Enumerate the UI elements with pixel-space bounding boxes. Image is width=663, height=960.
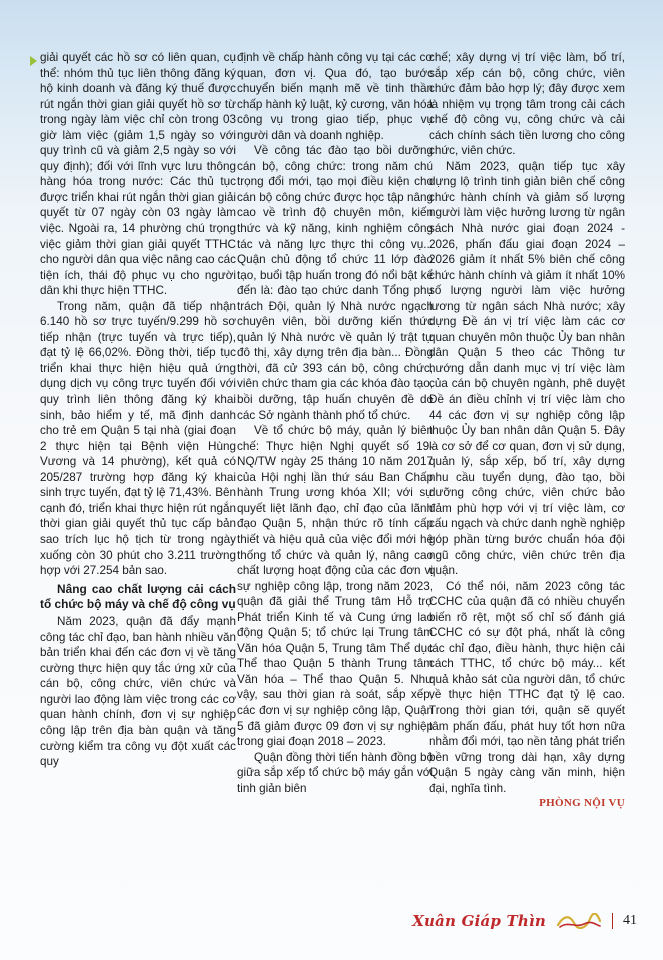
paragraph: Về tổ chức bộ máy, quản lý biên chế: Thực hiện Nghị quyết số 19-NQ/TW ngày 25 tháng 10 năm 2017 của Hội nghị lần thứ sáu Ban Chấp hành Trung ương khóa XII; với sự quyết liệt lãnh đạo, chỉ đạo của lãnh đạo Quận 5, nhận thức rõ tính cấp thiết và hiệu quả của việc đổi mới hệ thống tổ chức và quản lý, nâng cao chất lượng hoạt động của các đơn vị sự nghiệp công lập, trong năm 2023, quận đã giải thể Trung tâm Hỗ trợ Phát triển Kinh tế và Cung ứng lao động Quận 5; tổ chức lại Trung tâm Văn hóa Quận 5, Trung tâm Thể dục Thể thao Quận 5 thành Trung tâm Văn hóa – Thể thao Quận 5. Như vậy, sau thời gian rà soát, sắp xếp, các đơn vị sự nghiệp công lập, Quận 5 đã giảm được 09 đơn vị sự nghiệp trong giai đoạn 2018 – 2023. bbox=[237, 424, 433, 749]
paragraph: Năm 2023, quận đã đẩy mạnh công tác chỉ đạo, ban hành nhiều văn bản triển khai đến các đơn vị về tăng cường thực hiện quy tắc ứng xử của cán bộ, công chức, viên chức và người lao động làm việc trong các cơ quan hành chính, đơn vị sự nghiệp công lập trên địa bàn quận và tăng cường kiểm tra công vụ đột xuất các quy bbox=[40, 615, 236, 769]
paragraph: giải quyết các hồ sơ có liên quan, cụ thể: nhóm thủ tục liên thông đăng ký hộ kinh doanh và đăng ký thuế được rút ngắn thời gian giải quyết hồ sơ từ trong ngày làm việc chỉ còn trong 03 giờ làm việc (giảm 1,5 ngày so với quy trình cũ và giảm 2,5 ngày so với quy định); đối với lĩnh vực lưu thông hàng hóa trong nước: Các thủ tục được triển khai rút ngắn thời gian giải quyết từ 07 ngày còn 03 ngày làm việc. Ngoài ra, 14 phường chú trọng việc giảm thời gian giải quyết TTHC cho người dân qua việc nâng cao các tiện ích, thái độ phục vụ cho người dân khi thực hiện TTHC. bbox=[40, 51, 236, 298]
year-ornament-icon bbox=[556, 913, 602, 929]
page-number: 41 bbox=[623, 913, 637, 928]
footer-separator bbox=[612, 913, 613, 929]
paragraph: Trong năm, quận đã tiếp nhận 6.140 hồ sơ trực tuyến/9.299 hồ sơ tiếp nhận (trực tuyến và trực tiếp), đạt tỷ lệ 66,02%. Đồng thời, tiếp tục triển khai thực hiện hiệu quả ứng dụng dịch vụ công trực tuyến đối với quy trình liên thông đăng ký khai sinh, bảo hiểm y tế, mã định danh cho trẻ em Quận 5 tại nhà (giai đoạn 2 thực hiện tại Bệnh viện Hùng Vương và 14 phường), kết quả có 205/287 trường hợp đăng ký khai sinh trực tuyến, đạt tỷ lệ 71,43%. Bên cạnh đó, triển khai thực hiện rút ngắn thời gian giải quyết thủ tục cấp bản sao trích lục hộ tịch từ trong ngày xuống còn 30 phút cho 3.211 trường hợp với 27.254 bản sao. bbox=[40, 299, 236, 578]
paragraph: định về chấp hành công vụ tại các cơ quan, đơn vị. Qua đó, tạo bước chuyển biến mạnh mẽ về tinh thần chấp hành kỷ luật, kỷ cương, văn hóa công vụ trong giao tiếp, phục vụ người dân và doanh nghiệp. bbox=[237, 51, 433, 142]
paragraph: Quận đồng thời tiến hành đồng bộ giữa sắp xếp tổ chức bộ máy gắn với tinh giản biên bbox=[237, 750, 433, 795]
text-column-1 bbox=[40, 50, 236, 770]
paragraph: Năm 2023, quận tiếp tục xây dựng lộ trình tinh giản biên chế công chức hành chính và giảm số lượng người làm việc hưởng lương từ ngân sách Nhà nước giai đoạn 2024 - 2026, phấn đấu giai đoạn 2024 – 2026 giảm ít nhất 5% biên chế công chức hành chính và giảm ít nhất 10% số lượng người làm việc hưởng lương từ ngân sách Nhà nước; xây dựng Đề án vị trí việc làm các cơ quan chuyên môn thuộc Ủy ban nhân dân Quận 5 theo các Thông tư hướng dẫn danh mục vị trí việc làm của cán bộ chuyên ngành, phê duyệt Đề án điều chỉnh vị trí việc làm cho 44 các đơn vị sự nghiệp công lập thuộc Ủy ban nhân dân Quận 5. Đây là cơ sở để cơ quan, đơn vị sử dụng, quản lý, sắp xếp, bố trí, xây dựng nhu cầu tuyển dụng, đào tạo, bồi dưỡng công chức, viên chức bảo đảm phù hợp với vị trí việc làm, cơ cấu ngạch và chức danh nghề nghiệp góp phần từng bước chuẩn hóa đội ngũ công chức, viên chức trên địa quận. bbox=[429, 159, 625, 578]
text-column-3 bbox=[429, 50, 625, 812]
footer-brand: Xuân Giáp Thìn bbox=[412, 912, 546, 930]
paragraph: Có thể nói, năm 2023 công tác CCHC của quận đã có nhiều chuyển biến rõ rệt, một số chỉ số đánh giá CCHC có sự đột phá, nhất là công tác chỉ đạo, điều hành, thực hiện cải cách TTHC, tổ chức bộ máy... kết quả khảo sát của người dân, tổ chức về thực hiện TTHC đạt tỷ lệ cao. Trong thời gian tới, quận sẽ quyết tâm phấn đấu, phát huy tốt hơn nữa nhằm đổi mới, tạo nền tảng phát triển bền vững trong dài hạn, xây dựng Quận 5 ngày càng văn minh, hiện đại, nghĩa tình. bbox=[429, 579, 625, 795]
paragraph: Về công tác đào tạo bồi dưỡng cán bộ, công chức: trong năm chú trọng đổi mới, tạo mọi điều kiện cho cán bộ công chức được học tập nâng cao về trình độ chuyên môn, kiến thức và kỹ năng, kinh nghiệm công tác và năng lực thực thi công vụ... Quận chủ động tổ chức 11 lớp đào tạo, buổi tập huấn trong đó nổi bật kể đến là: đào tạo chức danh Tổng phụ trách Đội, quản lý Nhà nước ngạch chuyên viên, bồi dưỡng kiến thức quản lý Nhà nước về quản lý trật tự đô thị, xây dựng trên địa bàn... Đồng thời, đã cử 393 cán bộ, công chức, viên chức tham gia các khóa đào tạo, bồi dưỡng, tập huấn chuyên đề do các Sở ngành thành phố tổ chức. bbox=[237, 144, 433, 422]
paragraph: chế; xây dựng vị trí việc làm, bố trí, sắp xếp cán bộ, công chức, viên chức đảm bảo hợp lý; đây được xem là nhiệm vụ trọng tâm trong cải cách chế độ công vụ, công chức và cải cách chính sách tiền lương cho công chức, viên chức. bbox=[429, 51, 625, 158]
bullet-marker-icon bbox=[30, 56, 37, 66]
text-column-2 bbox=[237, 50, 433, 796]
author-signature: PHÒNG NỘI VỤ bbox=[539, 797, 625, 810]
section-heading: Nâng cao chất lượng cải cách tổ chức bộ máy và chế độ công vụ bbox=[40, 581, 236, 611]
page-footer bbox=[412, 910, 637, 932]
